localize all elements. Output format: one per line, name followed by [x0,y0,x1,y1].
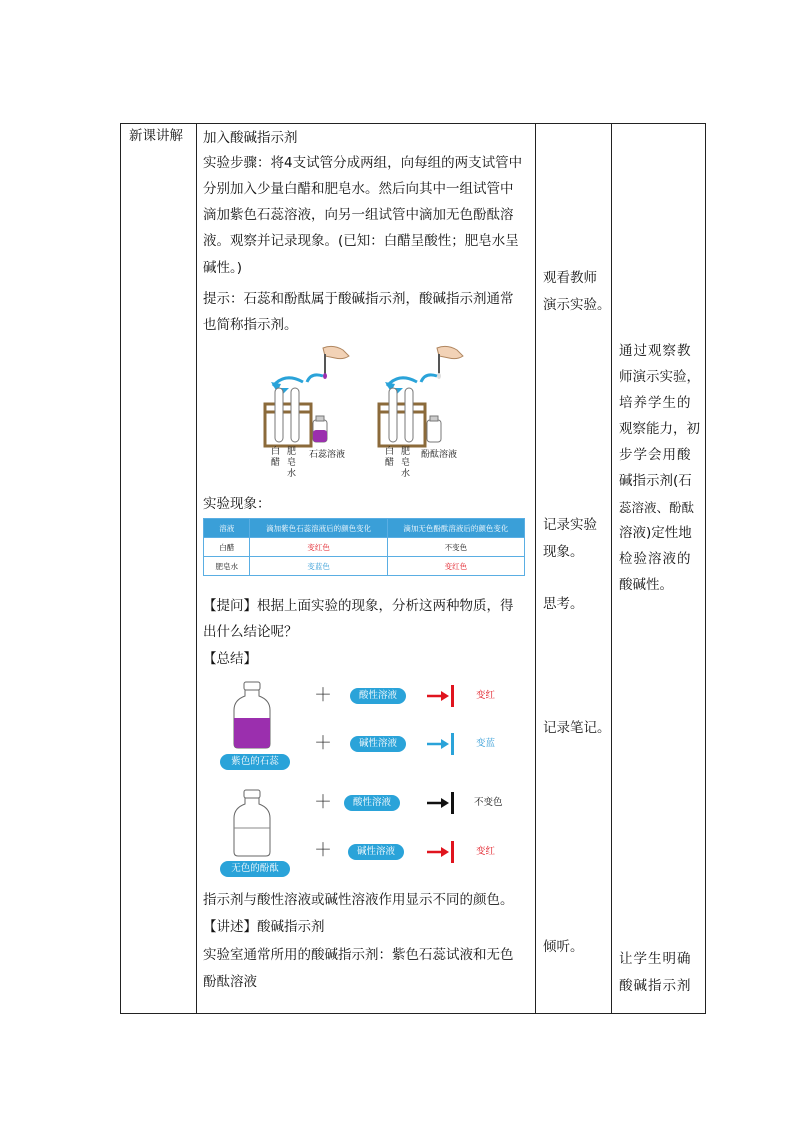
conclusion-text: 指示剂与酸性溶液或碱性溶液作用显示不同的颜色。 [203,892,514,908]
figure-label-vinegar-left: 白醋 [271,447,281,468]
results-row-soap [204,557,525,576]
intent2-line-2: 酸碱指示剂 [619,978,692,994]
intent-line-1: 通过观察教 [619,343,692,359]
figure-label-litmus: 石蕊溶液 [309,450,346,460]
figure-label-vinegar-right: 白醋 [385,447,395,468]
steps-line-2: 分别加入少量白醋和肥皂水。然后向其中一组试管中 [203,181,514,197]
hint-line-1: 提示：石蕊和酚酞属于酸碱指示剂，酸碱指示剂通常 [203,291,514,307]
table-left-border [120,123,121,1014]
base-solution-pill: 碱性溶液 [350,736,406,752]
results-header-phenolphthalein: 滴加无色酚酞溶液后的颜色变化 [387,519,524,538]
intent-line-6: 碱指示剂(石 [619,473,692,489]
intent-line-8: 溶液)定性地 [619,525,692,541]
litmus-bottle-icon [230,680,274,750]
results-header-litmus: 滴加紫色石蕊溶液后的颜色变化 [250,519,387,538]
litmus-setup [265,346,349,446]
steps-line-1: 实验步骤：将4支试管分成两组，向每组的两支试管中 [203,155,523,171]
intent-line-9: 检验溶液的 [619,551,692,567]
experiment-figure [255,340,475,450]
results-cell: 变红色 [250,538,387,557]
plus-sign: ＋ [314,792,332,813]
lecture-heading: 【讲述】酸碱指示剂 [203,919,325,935]
activity-record-2: 现象。 [543,544,584,560]
phenol-acid-result: 不变色 [474,797,503,808]
activity-watch-2: 演示实验。 [543,297,611,313]
activity-watch-1: 观看教师 [543,270,597,286]
litmus-base-result: 变蓝 [476,738,496,749]
arrow-icon [427,733,457,755]
base-solution-pill: 碱性溶液 [348,844,404,860]
intent-line-2: 师演示实验， [619,369,700,385]
table-bottom-border [120,1013,706,1014]
intent2-line-1: 让学生明确 [619,951,692,967]
phenolphthalein-setup [379,346,463,446]
intent-line-3: 培养学生的 [619,395,692,411]
results-cell: 变红色 [387,557,524,576]
activity-think: 思考。 [543,596,584,612]
figure-label-soap-left: 肥皂水 [287,447,297,479]
acid-solution-pill: 酸性溶液 [344,795,400,811]
litmus-label-pill: 紫色的石蕊 [220,754,290,770]
results-header-row [204,519,525,538]
arrow-icon [427,841,457,863]
steps-line-4: 液。观察并记录现象。(已知：白醋呈酸性；肥皂水呈 [203,233,519,249]
results-table [203,518,525,576]
steps-line-3: 滴加紫色石蕊溶液，向另一组试管中滴加无色酚酞溶 [203,207,514,223]
plus-sign: ＋ [314,840,332,861]
table-top-border [120,123,706,124]
plus-sign: ＋ [314,733,332,754]
lecture-line-1: 实验室通常所用的酸碱指示剂：紫色石蕊试液和无色 [203,947,514,963]
summary-label: 【总结】 [203,651,257,667]
table-right-border [705,123,706,1014]
intent-line-10: 酸碱性。 [619,577,673,593]
litmus-acid-result: 变红 [476,690,496,701]
section-label: 新课讲解 [129,128,183,144]
hint-line-2: 也简称指示剂。 [203,317,298,333]
results-cell: 白醋 [204,538,250,557]
results-cell: 肥皂水 [204,557,250,576]
arrow-icon [427,685,457,707]
table-divider-3 [611,123,612,1014]
activity-notes: 记录笔记。 [543,720,611,736]
results-row-vinegar [204,538,525,557]
lecture-line-2: 酚酞溶液 [203,974,257,990]
figure-label-soap-right: 肥皂水 [401,447,411,479]
intent-line-5: 步学会用酸 [619,447,692,463]
intent-line-4: 观察能力，初 [619,421,700,437]
lesson-heading: 加入酸碱指示剂 [203,130,298,146]
table-divider-2 [535,123,536,1014]
arrow-icon [427,792,457,814]
table-divider-1 [196,123,197,1014]
phenolphthalein-bottle-icon [230,788,274,858]
steps-line-5: 碱性。) [203,260,243,276]
phenolphthalein-label-pill: 无色的酚酞 [220,861,290,877]
phenomenon-label: 实验现象： [203,496,271,512]
question-line-1: 【提问】根据上面实验的现象，分析这两种物质，得 [203,598,514,614]
activity-listen: 倾听。 [543,939,584,955]
question-line-2: 出什么结论呢？ [203,624,298,640]
figure-label-phenolphthalein: 酚酞溶液 [421,450,458,460]
results-cell: 不变色 [387,538,524,557]
phenol-base-result: 变红 [476,846,496,857]
intent-line-7: 蕊溶液、酚酞 [619,500,695,515]
results-header-solution: 溶液 [204,519,250,538]
activity-record-1: 记录实验 [543,517,597,533]
acid-solution-pill: 酸性溶液 [350,688,406,704]
plus-sign: ＋ [314,685,332,706]
results-cell: 变蓝色 [250,557,387,576]
